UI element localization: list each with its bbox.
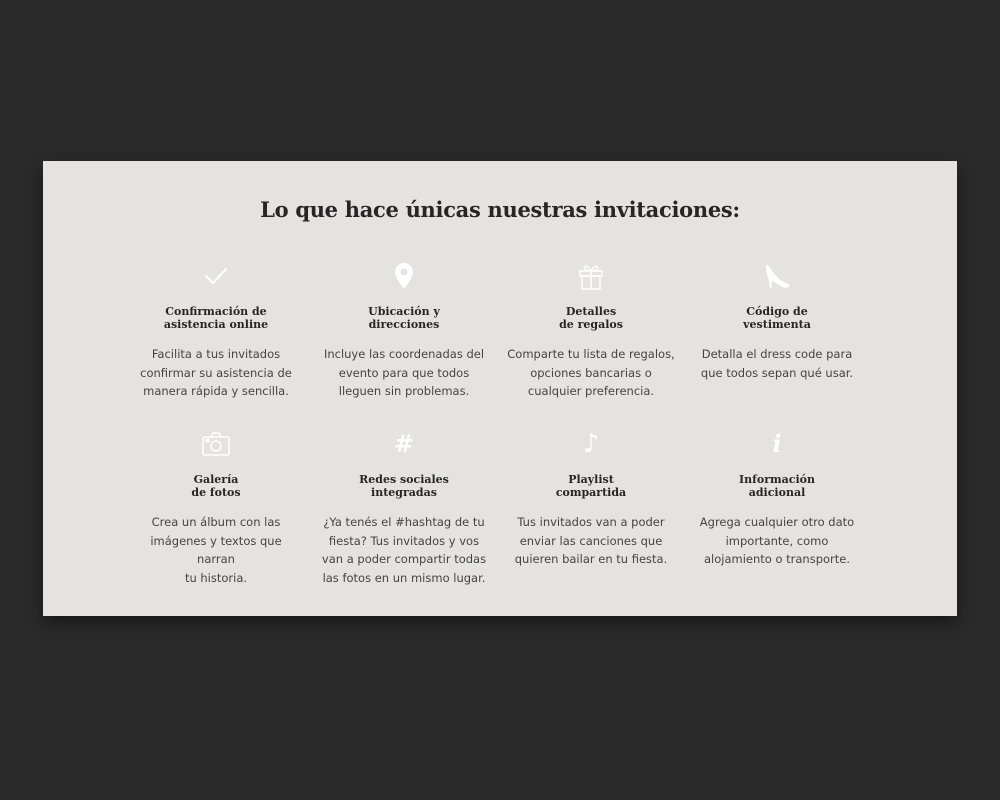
feature-title: Playlist compartida	[555, 473, 627, 499]
feature-social-networks	[314, 429, 494, 587]
feature-description: Tus invitados van a poder enviar las canciones que quieren bailar en tu fiesta.	[514, 515, 668, 566]
music-note-icon: ♪	[582, 429, 600, 459]
feature-description: Crea un álbum con las imágenes y textos que narran tu historia.	[150, 515, 282, 585]
feature-title: Galería de fotos	[191, 473, 241, 499]
feature-description: Facilita a tus invitados confirmar su asistencia de manera rápida y sencilla.	[140, 347, 292, 398]
feature-description: Comparte tu lista de regalos, opciones bancarias o cualquier preferencia.	[507, 347, 675, 398]
feature-title: Confirmación de asistencia online	[163, 305, 269, 331]
feature-title: Información adicional	[739, 473, 815, 499]
high-heel-icon	[760, 261, 794, 291]
feature-title: Detalles de regalos	[559, 305, 623, 331]
feature-rsvp	[126, 261, 306, 401]
feature-description: Incluye las coordenadas del evento para que todos lleguen sin problemas.	[323, 347, 485, 398]
feature-dress-code	[687, 261, 867, 382]
feature-gifts	[501, 261, 681, 401]
feature-description: ¿Ya tenés el #hashtag de tu fiesta? Tus invitados y vos van a poder compartir todas las fotos en un mismo lugar.	[321, 515, 487, 585]
info-icon: i	[772, 429, 782, 458]
feature-description: Agrega cualquier otro dato importante, como alojamiento o transporte.	[699, 515, 855, 566]
feature-photo-gallery	[126, 429, 306, 587]
camera-icon	[199, 429, 233, 459]
feature-title: Redes sociales integradas	[359, 473, 449, 499]
feature-additional-info	[687, 429, 867, 569]
section-title: Lo que hace únicas nuestras invitaciones:	[260, 197, 740, 222]
feature-title: Código de vestimenta	[743, 305, 811, 331]
gift-icon	[574, 261, 608, 291]
feature-title: Ubicación y direcciones	[368, 305, 440, 331]
feature-description: Detalla el dress code para que todos sepan qué usar.	[700, 347, 854, 380]
features-card	[43, 161, 957, 616]
feature-location	[314, 261, 494, 401]
hashtag-icon: #	[393, 429, 415, 458]
checkmark-icon	[199, 261, 233, 291]
location-pin-icon	[387, 261, 421, 291]
feature-playlist	[501, 429, 681, 569]
